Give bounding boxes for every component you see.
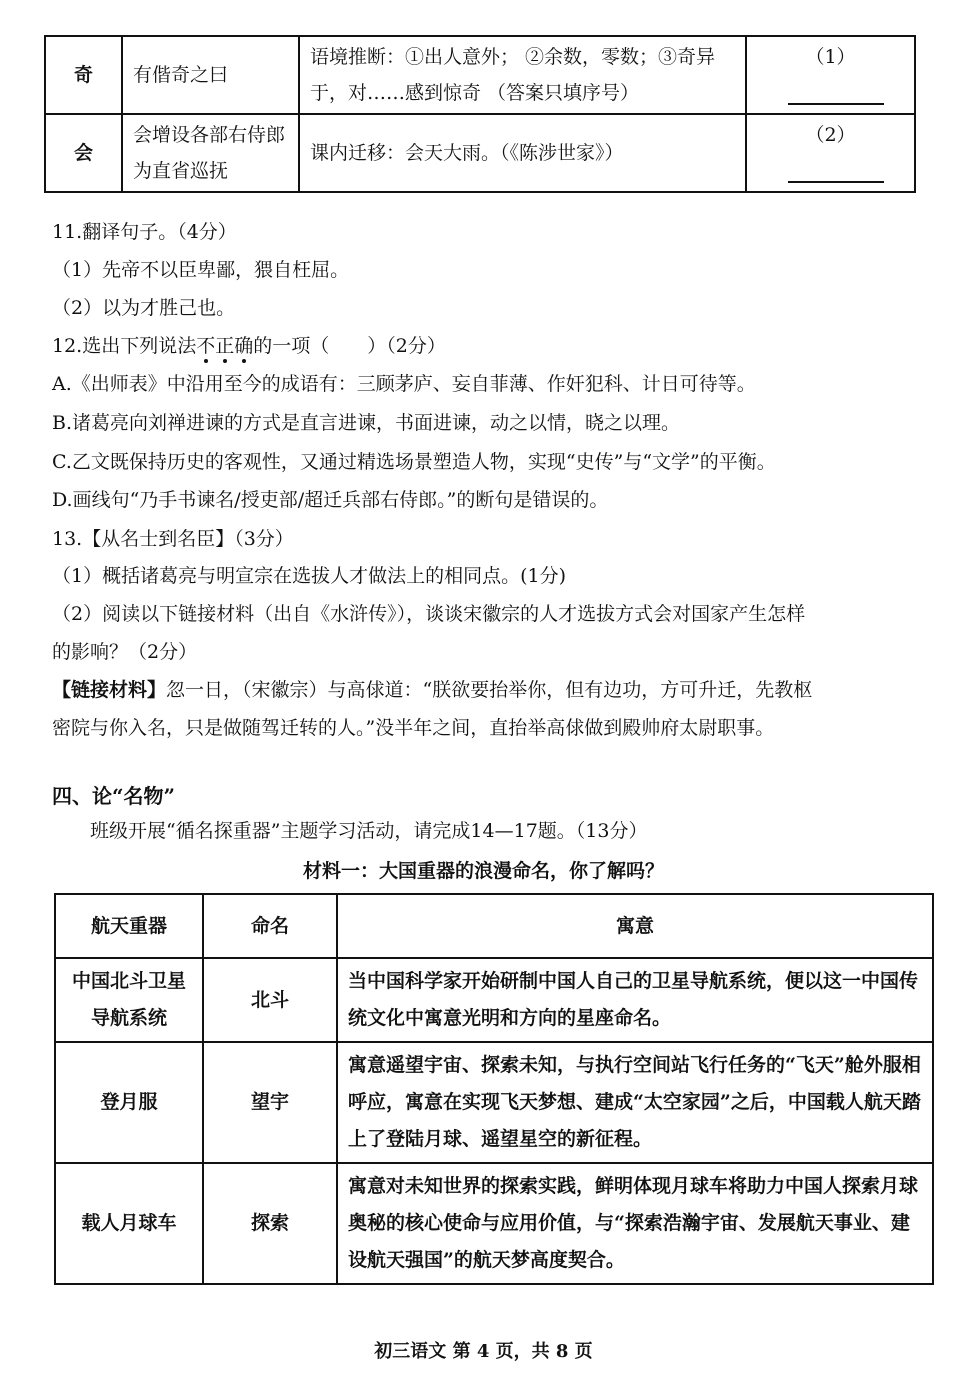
page-footer: 初三语文 第 4 页，共 8 页 bbox=[374, 1341, 593, 1362]
table-row bbox=[45, 36, 915, 114]
vocab-sentence: 会增设各部右侍郎为直省巡抚 bbox=[122, 114, 299, 192]
question-13-title: 13.【从名士到名臣】（3分） bbox=[52, 528, 294, 550]
column-header: 命名 bbox=[203, 894, 337, 958]
answer-cell bbox=[746, 36, 915, 114]
meaning-cell: 寓意对未知世界的探索实践，鲜明体现月球车将助力中国人探索月球奥秘的核心使命与应用价值，与“探索浩瀚宇宙、发展航天事业、建设航天强国”的航天梦高度契合。 bbox=[337, 1163, 933, 1284]
table-row bbox=[45, 114, 915, 192]
option-c: C.乙文既保持历史的客观性，又通过精选场景塑造人物，实现“史传”与“文学”的平衡。 bbox=[52, 451, 776, 473]
table-row bbox=[55, 958, 933, 1042]
table-header-row bbox=[55, 894, 933, 958]
section-heading: 四、论“名物” bbox=[52, 784, 176, 808]
question-13-sub2-cont: 的影响？（2分） bbox=[52, 641, 198, 663]
link-material bbox=[52, 677, 812, 703]
question-12-prefix: 12.选出下列说法 bbox=[52, 335, 197, 357]
device-cell: 中国北斗卫星导航系统 bbox=[55, 958, 203, 1042]
meaning-cell: 寓意遥望宇宙、探索未知，与执行空间站飞行任务的“飞天”舱外服相呼应，寓意在实现飞天梦想、建成“太空家园”之后，中国载人航天踏上了登陆月球、遥望星空的新征程。 bbox=[337, 1042, 933, 1163]
question-11-item: （1）先帝不以臣卑鄙，猥自枉屈。 bbox=[52, 259, 350, 281]
option-d: D.画线句“乃手书谏名/授吏部/超迁兵部右侍郎。”的断句是错误的。 bbox=[52, 489, 609, 511]
answer-blank[interactable] bbox=[788, 161, 884, 183]
question-13-sub1: （1）概括诸葛亮与明宣宗在选拔人才做法上的相同点。(1分) bbox=[52, 565, 567, 587]
material-title: 材料一：大国重器的浪漫命名，你了解吗？ bbox=[302, 860, 664, 882]
option-a: A.《出师表》中沿用至今的成语有：三顾茅庐、妄自菲薄、作奸犯科、计日可待等。 bbox=[52, 373, 756, 395]
question-13-sub2: （2）阅读以下链接材料（出自《水浒传》），谈谈宋徽宗的人才选拔方式会对国家产生怎样 bbox=[52, 603, 806, 625]
table-row bbox=[55, 1042, 933, 1163]
answer-label: （1） bbox=[805, 46, 856, 68]
question-12-title bbox=[52, 333, 446, 359]
vocabulary-table bbox=[44, 35, 916, 193]
column-header: 航天重器 bbox=[55, 894, 203, 958]
emphasis-char: 确 bbox=[234, 335, 254, 357]
link-material-cont: 密院与你入名，只是做随驾迁转的人。”没半年之间，直抬举高俅做到殿帅府太尉职事。 bbox=[52, 717, 775, 739]
emphasis-char: 正 bbox=[215, 335, 235, 357]
meaning-cell: 当中国科学家开始研制中国人自己的卫星导航系统，便以这一中国传统文化中寓意光明和方向的星座命名。 bbox=[337, 958, 933, 1042]
vocab-word: 奇 bbox=[45, 36, 122, 114]
link-material-text: 忽一日，（宋徽宗）与高俅道：“朕欲要抬举你，但有边功，方可升迁，先教枢 bbox=[166, 679, 813, 701]
link-material-label: 【链接材料】 bbox=[52, 679, 167, 701]
table-row bbox=[55, 1163, 933, 1284]
device-cell: 载人月球车 bbox=[55, 1163, 203, 1284]
name-cell: 望宇 bbox=[203, 1042, 337, 1163]
name-cell: 北斗 bbox=[203, 958, 337, 1042]
answer-label: （2） bbox=[805, 124, 856, 146]
question-11-title: 11.翻译句子。（4分） bbox=[52, 221, 237, 243]
question-12-suffix: 的一项（ ）（2分） bbox=[253, 335, 446, 357]
answer-blank[interactable] bbox=[788, 83, 884, 105]
vocab-method: 课内迁移：会天大雨。（《陈涉世家》） bbox=[299, 114, 746, 192]
vocab-method: 语境推断：①出人意外； ②余数，零数；③奇异于，对……感到惊奇 （答案只填序号） bbox=[299, 36, 746, 114]
answer-cell bbox=[746, 114, 915, 192]
device-cell: 登月服 bbox=[55, 1042, 203, 1163]
vocab-sentence: 有偕奇之曰 bbox=[122, 36, 299, 114]
section-intro: 班级开展“循名探重器”主题学习活动，请完成14—17题。（13分） bbox=[90, 820, 648, 842]
name-cell: 探索 bbox=[203, 1163, 337, 1284]
material-table bbox=[54, 893, 934, 1285]
question-11-item: （2）以为才胜己也。 bbox=[52, 297, 236, 319]
vocab-word: 会 bbox=[45, 114, 122, 192]
column-header: 寓意 bbox=[337, 894, 933, 958]
emphasis-char: 不 bbox=[196, 335, 216, 357]
option-b: B.诸葛亮向刘禅进谏的方式是直言进谏，书面进谏，动之以情，晓之以理。 bbox=[52, 412, 681, 434]
